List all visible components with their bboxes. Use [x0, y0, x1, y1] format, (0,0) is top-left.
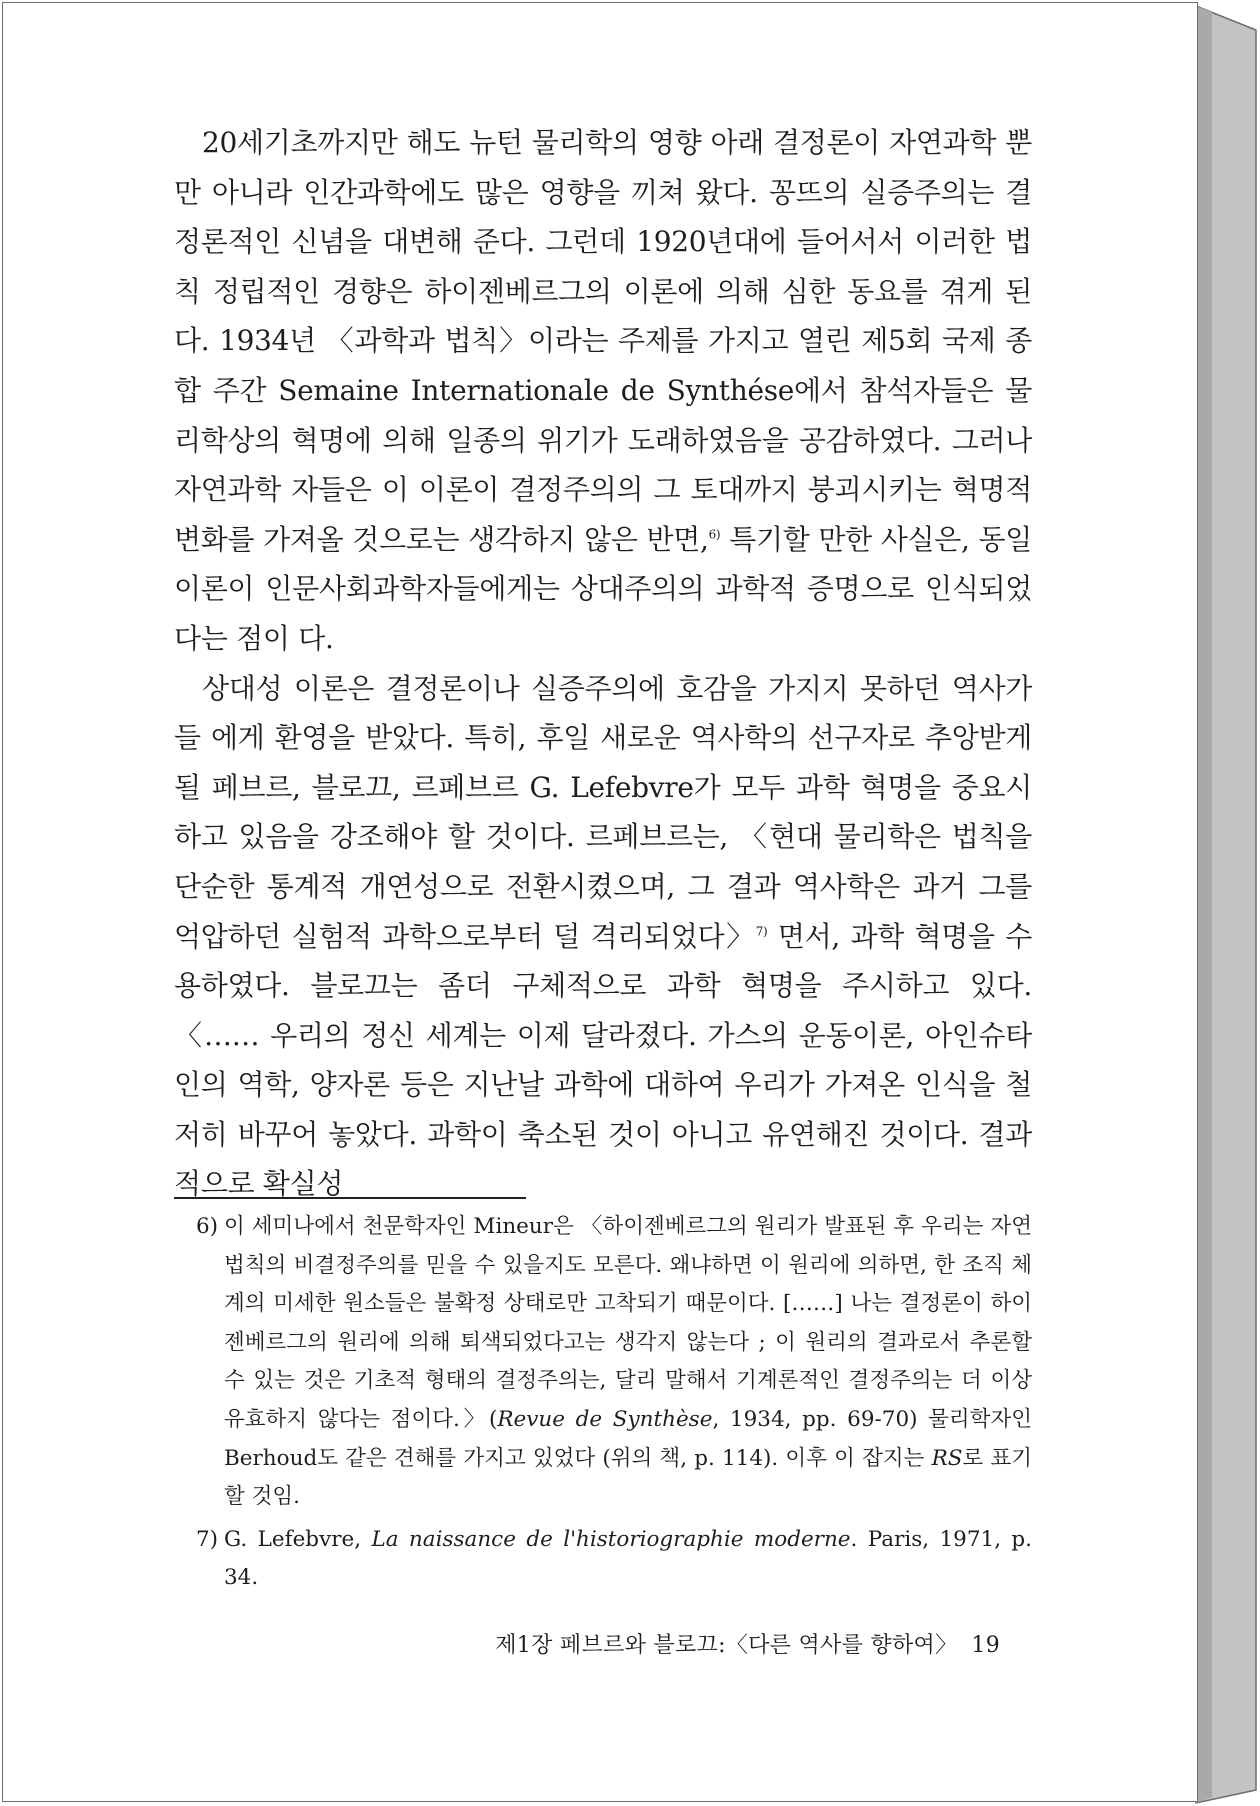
footnote-reference: 7)	[755, 924, 768, 939]
footnote-number: 7)	[196, 1526, 219, 1552]
page-number: 19	[971, 1633, 1000, 1658]
footnotes	[196, 1208, 1032, 1602]
footnote: 6) 이 세미나에서 천문학자인 Mineur은 〈하이젠베르그의 원리가 발표된 후 우리는 자연 법칙의 비결정주의를 믿을 수 있을지도 모른다. 왜냐하면 이 원리에 의하면, 한 조직 체계의 미세한 원소들은 불확정 상태로만 고착되기 때문이다. [……] 나는 결정론이 하이젠베르그의 원리에 의해 퇴색되었다고는 생각지 않는다 ; 이 원리의 결과로서 추론할 수 있는 것은 기초적 형태의 결정주의는, 달리 말해서 기계론적인 결정주의는 더 이상 유효하지 않다는 점이다.〉(Revue de Synthèse, 1934, pp. 69-70) 물리학자인 Berhoud도 같은 견해를 가지고 있었다 (위의 책, p. 114). 이후 이 잡지는 RS로 표기할 것임.	[196, 1208, 1032, 1517]
paragraph: 상대성 이론은 결정론이나 실증주의에 호감을 가지지 못하던 역사가들 에게 환영을 받았다. 특히, 후일 새로운 역사학의 선구자로 추앙받게 될 페브르, 블로끄, 르페브르 G. Lefebvre가 모두 과학 혁명을 중요시하고 있음을 강조해야 할 것이다. 르페브르는, 〈현대 물리학은 법칙을 단순한 통계적 개연성으로 전환시켰으며, 그 결과 역사학은 과거 그를 억압하던 실험적 과학으로부터 덜 격리되었다〉$^{7)}$ 면서, 과학 혁명을 수용하였다. 블로끄는 좀더 구체적으로 과학 혁명을 주시하고 있다. 〈…… 우리의 정신 세계는 이제 달라졌다. 가스의 운동이론, 아인슈타인의 역학, 양자론 등은 지난날 과학에 대하여 우리가 가져온 인식을 철저히 바꾸어 놓았다. 과학이 축소된 것이 아니고 유연해진 것이다. 결과적으로 확실성	[174, 671, 1032, 1201]
paragraph: 20세기초까지만 해도 뉴턴 물리학의 영향 아래 결정론이 자연과학 뿐만 아니라 인간과학에도 많은 영향을 끼쳐 왔다. 꽁뜨의 실증주의는 결정론적인 신념을 대변해 준다. 그런데 1920년대에 들어서서 이러한 법칙 정립적인 경향은 하이젠베르그의 이론에 의해 심한 동요를 겪게 된다. 1934년 〈과학과 법칙〉이라는 주제를 가지고 열린 제5회 국제 종합 주간 Semaine Internationale de Synthése에서 참석자들은 물리학상의 혁명에 의해 일종의 위기가 도래하였음을 공감하였다. 그러나 자연과학 자들은 이 이론이 결정주의의 그 토대까지 붕괴시키는 혁명적 변화를 가져올 것으로는 생각하지 않은 반면,$^{6)}$ 특기할 만한 사실은, 동일 이론이 인문사회과학자들에게는 상대주의의 과학적 증명으로 인식되었다는 점이 다.	[174, 126, 1033, 655]
running-title: 제1장 페브르와 블로끄:〈다른 역사를 향하여〉	[495, 1633, 958, 1658]
footnote: 7) G. Lefebvre, La naissance de l'historiographie moderne. Paris, 1971, p. 34.	[196, 1521, 1032, 1598]
body-text	[174, 118, 1032, 1209]
footnote-divider	[174, 1197, 526, 1199]
footnote-reference: 6)	[708, 527, 721, 542]
page-footer	[0, 1628, 1000, 1659]
footnote-number: 6)	[196, 1214, 219, 1239]
